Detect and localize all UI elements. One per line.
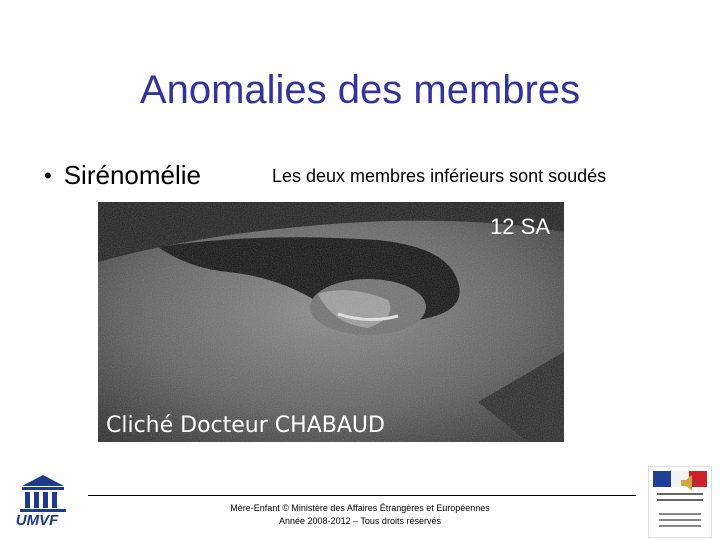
gestational-age-label: 12 SA: [490, 214, 550, 239]
bullet-icon: •: [44, 162, 52, 188]
slide-title: Anomalies des membres: [139, 68, 581, 112]
bullet-text: Sirénomélie: [63, 160, 201, 190]
speaker-icon[interactable]: [678, 472, 700, 494]
footer-line-1: Mère-Enfant © Ministère des Affaires Étrangères et Européennes: [230, 503, 490, 513]
umvf-logo-text: UMVF: [15, 512, 59, 529]
image-credit: Cliché Docteur CHABAUD: [106, 413, 385, 438]
footer-divider: [88, 495, 636, 496]
footer: [190, 502, 530, 528]
footer-line-2: Année 2008-2012 – Tous droits réservés: [279, 516, 441, 526]
slide-note: Les deux membres inférieurs sont soudés: [272, 166, 607, 186]
ultrasound-image: [98, 202, 564, 442]
bullet-item: [44, 160, 201, 191]
